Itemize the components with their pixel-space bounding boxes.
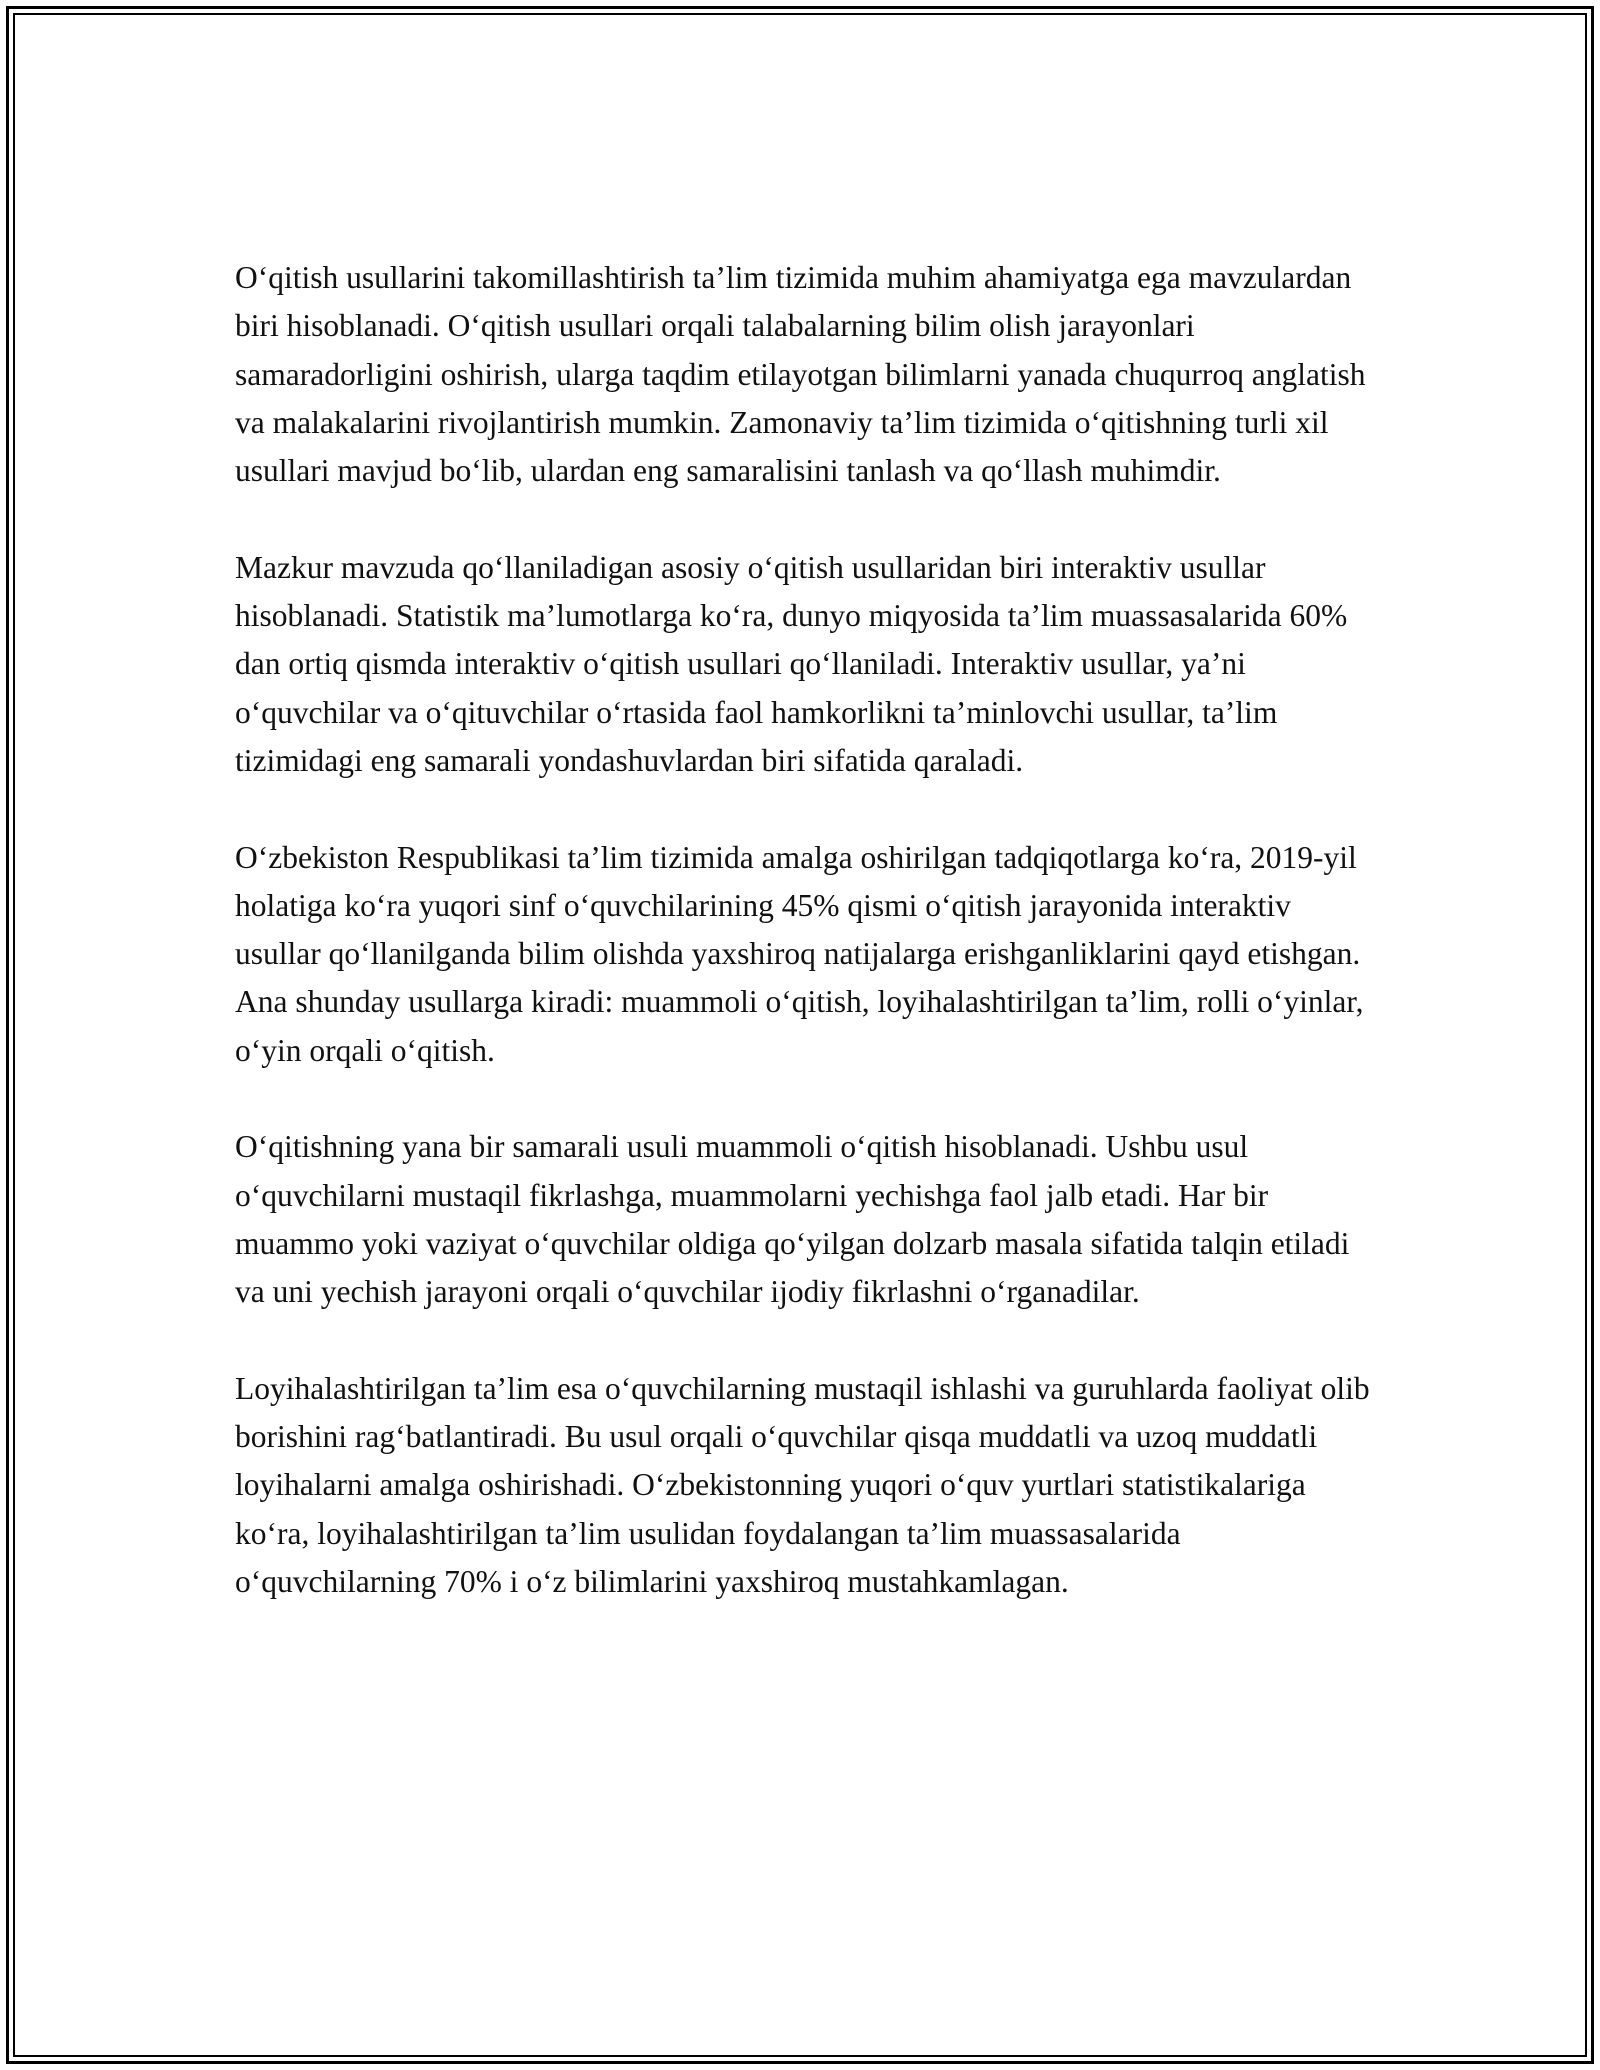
paragraph-3: O‘zbekiston Respublikasi ta’lim tizimida amalga oshirilgan tadqiqotlarga ko‘ra, 2019-yil holatiga ko‘ra yuqori sinf o‘quvchilarining 45% qismi o‘qitish jarayonida interaktiv usullar qo‘llanilganda bilim olishda yaxshiroq natijalarga erishganliklarini qayd etishgan. Ana shunday usullarga kiradi: muammoli o‘qitish, loyihalashtirilgan ta’lim, rolli o‘yinlar, o‘yin orqali o‘qitish. [235, 839, 1364, 1068]
paragraph-5: Loyihalashtirilgan ta’lim esa o‘quvchilarning mustaqil ishlashi va guruhlarda faoliyat olib borishini rag‘batlantiradi. Bu usul orqali o‘quvchilar qisqa muddatli va uzoq muddatli loyihalarni amalga oshirishadi. O‘zbekistonning yuqori o‘quv yurtlari statistikalariga ko‘ra, loyihalashtirilgan ta’lim usulidan foydalangan ta’lim muassasalarida o‘quvchilarning 70% i o‘z bilimlarini yaxshiroq mustahkamlagan. [235, 1370, 1370, 1600]
paragraph-1: O‘qitish usullarini takomillashtirish ta’lim tizimida muhim ahamiyatga ega mavzulardan biri hisoblanadi. O‘qitish usullari orqali talabalarning bilim olish jarayonlari samaradorligini oshirish, ularga taqdim etilayotgan bilimlarni yanada chuqurroq anglatish va malakalarini rivojlantirish mumkin. Zamonaviy ta’lim tizimida o‘qitishning turli xil usullari mavjud bo‘lib, ulardan eng samaralisini tanlash va qo‘llash muhimdir. [235, 260, 1366, 489]
document-body [235, 254, 1375, 1606]
paragraph-4: O‘qitishning yana bir samarali usuli muammoli o‘qitish hisoblanadi. Ushbu usul o‘quvchilarni mustaqil fikrlashga, muammolarni yechishga faol jalb etadi. Har bir muammo yoki vaziyat o‘quvchilar oldiga qo‘yilgan dolzarb masala sifatida talqin etiladi va uni yechish jarayoni orqali o‘quvchilar ijodiy fikrlashni o‘rganadilar. [235, 1129, 1350, 1310]
paragraph-2: Mazkur mavzuda qo‘llaniladigan asosiy o‘qitish usullaridan biri interaktiv usullar hisoblanadi. Statistik ma’lumotlarga ko‘ra, dunyo miqyosida ta’lim muassasalarida 60% dan ortiq qismda interaktiv o‘qitish usullari qo‘llaniladi. Interaktiv usullar, ya’ni o‘quvchilar va o‘qituvchilar o‘rtasida faol hamkorlikni ta’minlovchi usullar, ta’lim tizimidagi eng samarali yondashuvlardan biri sifatida qaraladi. [235, 549, 1348, 778]
